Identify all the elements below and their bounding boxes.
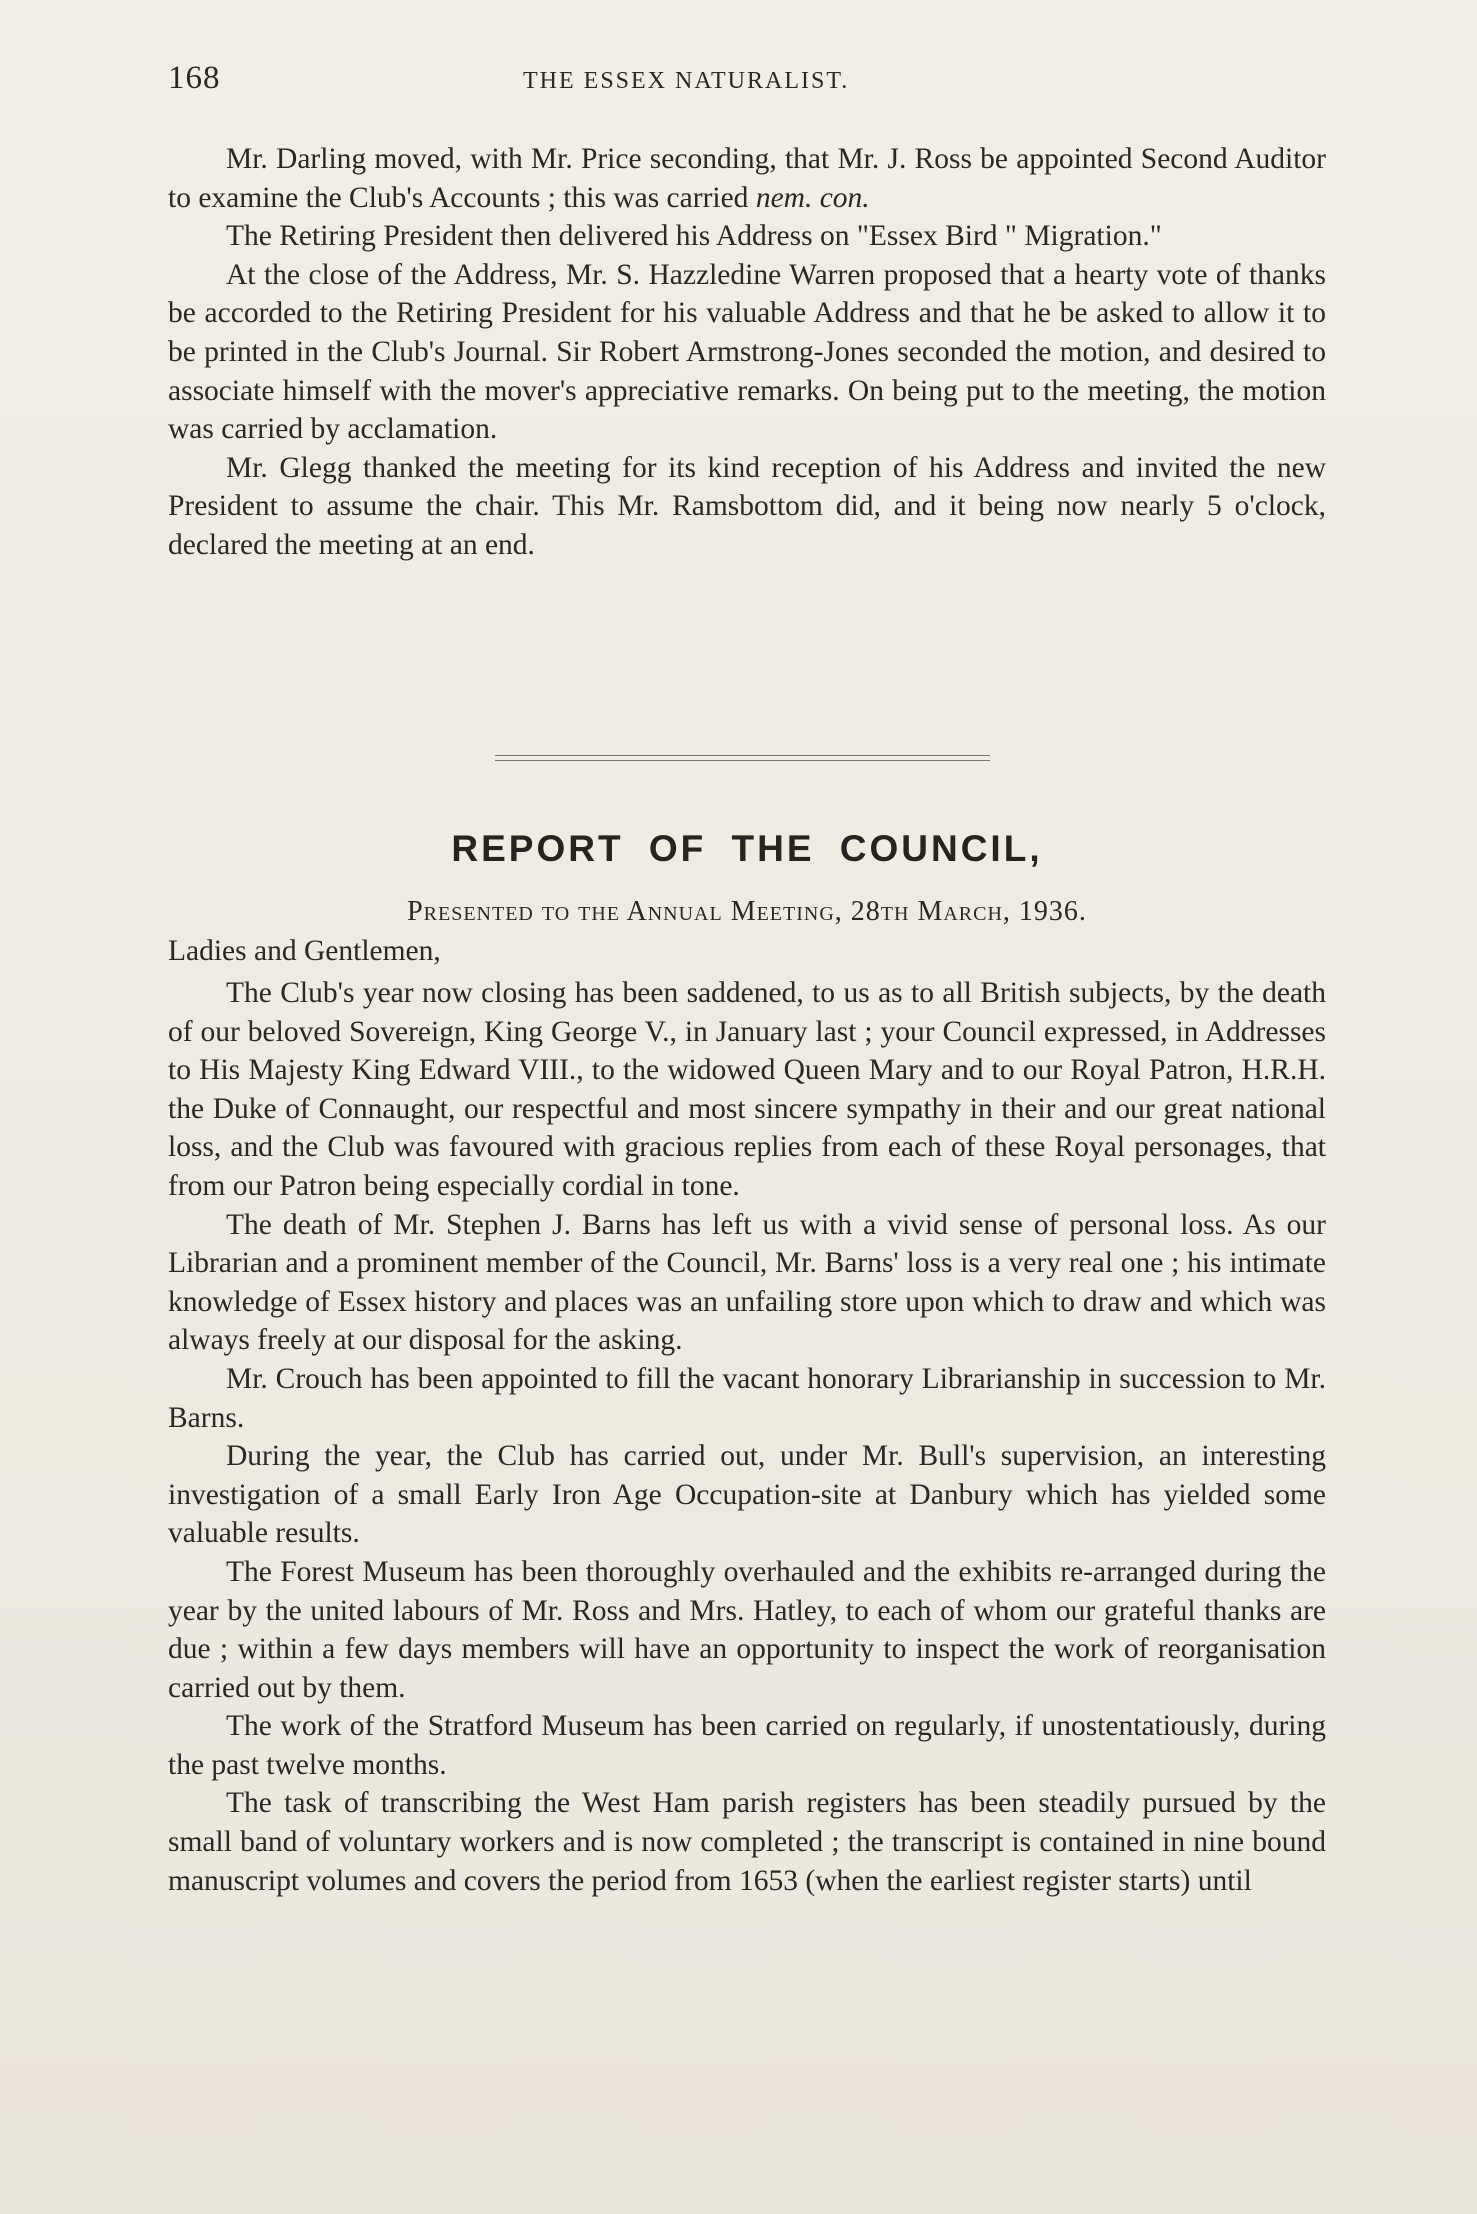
minutes-paragraph: At the close of the Address, Mr. S. Hazzledine Warren proposed that a hearty vote of thanks be accorded to the Retiring President for his valuable Address and that he be asked to allow it to be printed in the Club's Journal. Sir Robert Armstrong-Jones seconded the motion, and desired to associate himself with the mover's appreciative remarks. On being put to the meeting, the motion was carried by acclamation. — [168, 258, 1326, 446]
minutes-paragraph: Mr. Darling moved, with Mr. Price seconding, that Mr. J. Ross be appointed Second Auditor to examine the Club's Accounts ; this was carried nem. con. — [168, 143, 1326, 214]
report-subtitle: Presented to the Annual Meeting, 28th March, 1936. — [407, 896, 1087, 927]
report-body — [168, 974, 1326, 1900]
page-number: 168 — [168, 60, 221, 96]
report-paragraph: The death of Mr. Stephen J. Barns has left us with a vivid sense of personal loss. As our Librarian and a prominent member of the Council, Mr. Barns' loss is a very real one ; his intimate knowledge of Essex history and places was an unfailing store upon which to draw and which was always freely at our disposal for the asking. — [168, 1208, 1326, 1357]
section-divider — [495, 755, 990, 761]
report-paragraph: The Forest Museum has been thoroughly overhauled and the exhibits re-arranged during the year by the united labours of Mr. Ross and Mrs. Hatley, to each of whom our grateful thanks are due ; within a few days members will have an opportunity to inspect the work of reorganisation carried out by them. — [168, 1555, 1326, 1704]
report-paragraph: The Club's year now closing has been saddened, to us as to all British subjects, by the death of our beloved Sovereign, King George V., in January last ; your Council expressed, in Addresses to His Majesty King Edward VIII., to the widowed Queen Mary and to our Royal Patron, H.R.H. the Duke of Connaught, our respectful and most sincere sympathy in their and our great national loss, and the Club was favoured with gracious replies from each of these Royal personages, that from our Patron being especially cordial in tone. — [168, 977, 1326, 1202]
minutes-paragraph: The Retiring President then delivered his Address on "Essex Bird " Migration." — [226, 220, 1162, 253]
running-title: THE ESSEX NATURALIST. — [523, 68, 850, 94]
meeting-minutes — [168, 140, 1326, 565]
salutation: Ladies and Gentlemen, — [168, 935, 441, 967]
page-header — [168, 60, 1328, 110]
report-paragraph: Mr. Crouch has been appointed to fill the vacant honorary Librarianship in succession to Mr. Barns. — [168, 1362, 1326, 1434]
report-paragraph: The work of the Stratford Museum has been carried on regularly, if unostentatiously, during the past twelve months. — [168, 1710, 1326, 1781]
report-paragraph: During the year, the Club has carried out, under Mr. Bull's supervision, an interesting investigation of a small Early Iron Age Occupation-site at Danbury which has yielded some valuable results. — [168, 1440, 1326, 1550]
report-paragraph: The task of transcribing the West Ham parish registers has been steadily pursued by the small band of voluntary workers and is now completed ; the transcript is contained in nine bound manuscript volumes and covers the period from 1653 (when the earliest register starts) until — [168, 1787, 1326, 1897]
latin-phrase: nem. con. — [755, 181, 870, 214]
report-title: REPORT OF THE COUNCIL, — [451, 828, 1043, 869]
minutes-paragraph: Mr. Glegg thanked the meeting for its kind reception of his Address and invited the new President to assume the chair. This Mr. Ramsbottom did, and it being now nearly 5 o'clock, declared the meeting at an end. — [168, 451, 1326, 561]
